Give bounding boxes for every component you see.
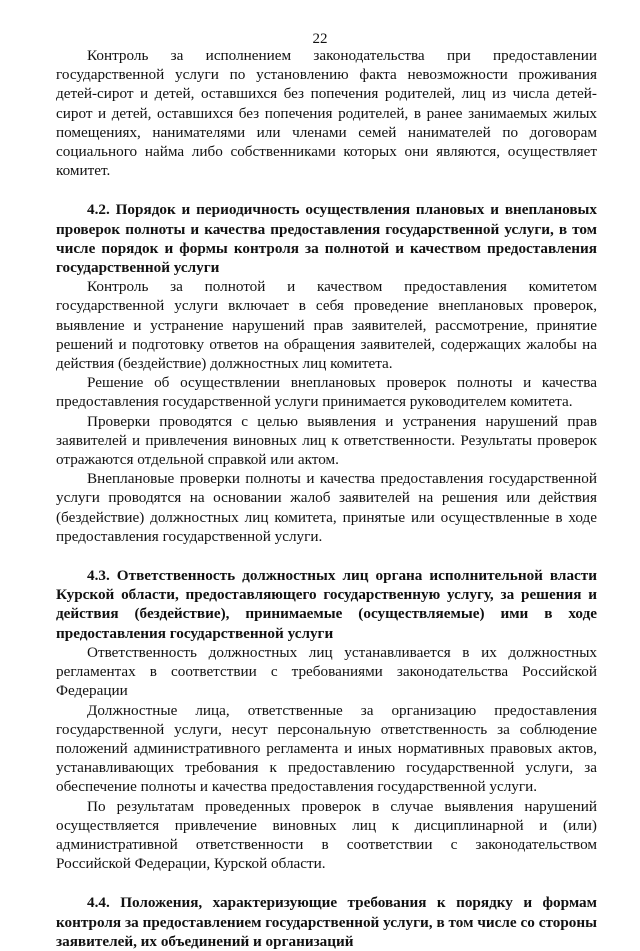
paragraph: Ответственность должностных лиц устанавливается в их должностных регламентах в соответствии с требованиями законодательства Российской Федерации [56, 643, 597, 700]
section-heading: 4.4. Положения, характеризующие требования к порядку и формам контроля за предоставлением государственной услуги, в том числе со стороны заявителей, их объединений и организаций [56, 894, 597, 950]
section-4-3 [56, 566, 597, 873]
section-heading: 4.2. Порядок и периодичность осуществления плановых и внеплановых проверок полноты и качества предоставления государственной услуги, в том числе порядок и формы контроля за полнотой и качеством предоставления государственной услуги [56, 201, 597, 277]
paragraph: По результатам проведенных проверок в случае выявления нарушений осуществляется привлечение виновных лиц к дисциплинарной и (или) административной ответственности в соответствии с законодательством Российской Федерации, Курской области. [56, 797, 597, 873]
section-heading: 4.3. Ответственность должностных лиц органа исполнительной власти Курской области, предоставляющего государственную услугу, за решения и действия (бездействие), принимаемые (осуществляемые) ими в ходе предоставления государственной услуги [56, 567, 597, 642]
document-body [56, 46, 597, 951]
paragraph: Внеплановые проверки полноты и качества предоставления государственной услуги проводятся на основании жалоб заявителей на решения или действия (бездействие) должностных лиц комитета, принятые или осуществленные в ходе предоставления государственной услуги. [56, 470, 597, 545]
section-4-4 [56, 893, 597, 951]
intro-paragraph: Контроль за исполнением законодательства при предоставлении государственной услуги по установлению факта невозможности проживания детей-сирот и детей, оставшихся без попечения родителей, лиц из числа детей-сирот и детей, оставшихся без попечения родителей, в ранее занимаемых жилых помещениях, нанимателями или членами семей нанимателей по договорам социального найма либо собственниками которых они являются, осуществляет комитет. [56, 47, 597, 180]
paragraph: Должностные лица, ответственные за организацию предоставления государственной услуги, несут персональную ответственность за соблюдение положений административного регламента и иных нормативных правовых актов, устанавливающих требования к предоставлению государственной услуги, за обеспечение полноты и качества предоставления государственной услуги. [56, 701, 597, 796]
paragraph: Проверки проводятся с целью выявления и устранения нарушений прав заявителей и привлечения виновных лиц к ответственности. Результаты проверок отражаются отдельной справкой или актом. [56, 412, 597, 469]
page-number: 22 [312, 31, 328, 47]
section-4-2 [56, 200, 597, 546]
paragraph: Контроль за полнотой и качеством предоставления комитетом государственной услуги включает в себя проведение внеплановых проверок, выявление и устранение нарушений прав заявителей, рассмотрение, принятие решений и подготовку ответов на обращения заявителей, содержащих жалобы на действия (бездействие) должностных лиц комитета. [56, 278, 597, 373]
paragraph: Решение об осуществлении внеплановых проверок полноты и качества предоставления государственной услуги принимается руководителем комитета. [56, 374, 597, 411]
